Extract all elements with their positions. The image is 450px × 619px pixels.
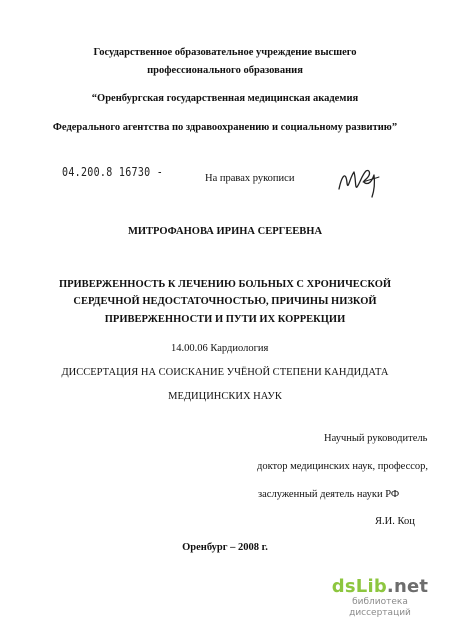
supervisor-name: Я.И. Коц (375, 516, 415, 527)
supervisor-role: Научный руководитель (324, 433, 428, 444)
degree-line-1: ДИССЕРТАЦИЯ НА СОИСКАНИЕ УЧЁНОЙ СТЕПЕНИ КАНДИДАТА (61, 367, 389, 378)
watermark-subtitle: библиотека диссертаций (349, 597, 411, 618)
archive-stamp-code: 04.200.8 16730 - (62, 166, 164, 180)
degree-line-2: МЕДИЦИНСКИХ НАУК (168, 391, 282, 402)
watermark-brand-part1: dsLib (331, 576, 387, 597)
dslib-watermark (320, 576, 440, 618)
rights-label: На правах рукописи (205, 173, 295, 184)
academy-name: “Оренбургская государственная медицинская академия (91, 93, 359, 104)
handwritten-signature (335, 163, 383, 199)
watermark-brand-part2: .net (386, 576, 429, 597)
watermark-brand (320, 577, 440, 597)
thesis-title-line-2: СЕРДЕЧНОЙ НЕДОСТАТОЧНОСТЬЮ, ПРИЧИНЫ НИЗКОЙ (73, 296, 377, 307)
city-year: Оренбург – 2008 г. (182, 542, 268, 553)
thesis-title-line-3: ПРИВЕРЖЕННОСТИ И ПУТИ ИХ КОРРЕКЦИИ (104, 314, 346, 325)
author-name: МИТРОФАНОВА ИРИНА СЕРГЕЕВНА (127, 226, 323, 237)
thesis-title-line-1: ПРИВЕРЖЕННОСТЬ К ЛЕЧЕНИЮ БОЛЬНЫХ С ХРОНИЧЕСКОЙ (58, 279, 392, 290)
specialty-code: 14.00.06 Кардиология (171, 343, 269, 354)
agency-name: Федерального агентства по здравоохранению и социальному развитию” (52, 122, 398, 133)
institution-line-1: Государственное образовательное учреждение высшего (93, 47, 357, 58)
institution-line-2: профессионального образования (147, 65, 303, 76)
supervisor-honor: заслуженный деятель науки РФ (258, 489, 400, 500)
supervisor-degree: доктор медицинских наук, профессор, (257, 461, 429, 472)
